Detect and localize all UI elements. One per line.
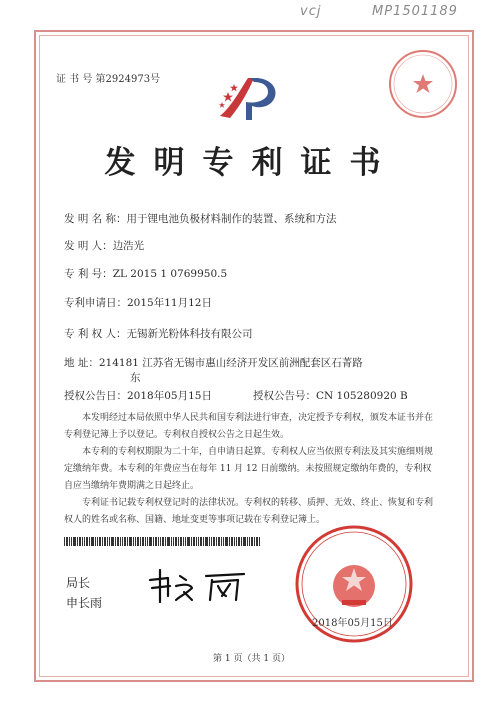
handwritten-mark-left: vcj: [300, 4, 322, 19]
statement-paragraph-1: 本发明经过本局依照中华人民共和国专利法进行审查，决定授予专利权，颁发本证书并在专利登记簿上予以登记。专利权自授权公告之日起生效。: [64, 413, 434, 440]
address-row: [64, 355, 363, 370]
director-name: 申长雨: [66, 596, 103, 610]
inventor-value: 边浩光: [112, 240, 145, 252]
patentee-label: 专 利 权 人：: [64, 328, 127, 340]
address-label: 地 址：: [64, 357, 99, 369]
grant-date-label: 授权公告日：: [64, 390, 127, 402]
patentee-value: 无锡新光粉体科技有限公司: [126, 328, 253, 340]
patent-number-label: 专 利 号：: [64, 268, 113, 280]
patent-number-row: [64, 266, 227, 281]
grant-date-row: [64, 388, 212, 403]
patent-office-emblem-icon: [214, 76, 286, 122]
patentee-row: [64, 326, 253, 341]
inventor-label: 发 明 人：: [64, 240, 113, 252]
page-footer: 第 1 页（共 1 页）: [213, 654, 290, 664]
filing-date-label: 专利申请日：: [64, 297, 127, 309]
certificate-title: 发明专利证书: [104, 145, 399, 181]
grant-date-value: 2018年05月15日: [127, 390, 212, 402]
invention-name-row: [64, 211, 337, 226]
statement-paragraph-3: 专利证书记载专利权登记时的法律状况。专利权的转移、质押、无效、终止、恢复和专利权人的姓名或名称、国籍、地址变更等事项记载在专利登记簿上。: [64, 498, 434, 525]
seal-date: 2018年05月15日: [312, 618, 393, 629]
inventor-row: [64, 238, 144, 253]
certificate-number: [56, 70, 160, 85]
statement-paragraph-2: 本专利的专利权期限为二十年，自申请日起算。专利权人应当依照专利法及其实施细则规定缴纳年费。本专利的年费应当在每年 11 月 12 日前缴纳。未按照规定缴纳年费的，专利权自应当缴纳年费期满之日起终止。: [64, 447, 434, 491]
company-seal-stamp: [383, 44, 463, 124]
barcode: [64, 537, 260, 546]
director-signature: [146, 566, 258, 606]
address-continuation-row: [130, 370, 141, 385]
director-title: 局长: [66, 576, 91, 590]
address-value-line1: 214181 江苏省无锡市惠山经济开发区前洲配套区石菁路: [98, 357, 363, 369]
invention-name-value: 用于锂电池负极材料制作的装置、系统和方法: [126, 213, 337, 225]
grant-number-value: CN 105280920 B: [316, 390, 408, 402]
grant-number-row: [253, 388, 408, 403]
address-value-line2: 东: [130, 372, 141, 384]
invention-name-label: 发 明 名 称：: [64, 213, 127, 225]
certificate-number-label: 证 书 号: [56, 74, 93, 85]
filing-date-value: 2015年11月12日: [127, 297, 212, 309]
filing-date-row: [64, 295, 212, 310]
certificate-number-value: 第2924973号: [95, 74, 161, 85]
handwritten-mark-right: MP1501189: [372, 4, 458, 19]
patent-number-value: ZL 2015 1 0769950.5: [112, 268, 228, 280]
grant-number-label: 授权公告号：: [253, 390, 316, 402]
